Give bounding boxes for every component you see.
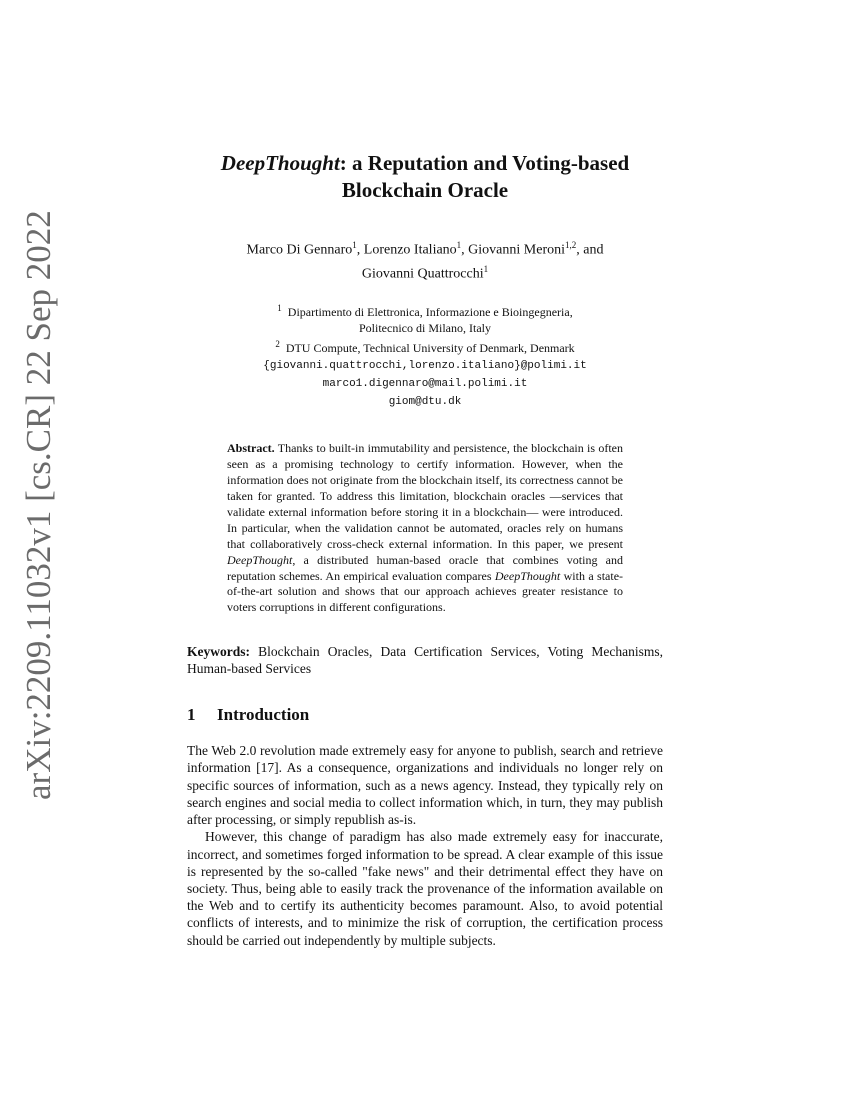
author-name: Giovanni Meroni [468, 242, 565, 258]
title-rest-line1: : a Reputation and Voting-based [339, 151, 630, 175]
affil-mark: 2 [275, 339, 280, 350]
affiliations [187, 300, 663, 410]
abstract-system-name: DeepThought [227, 552, 293, 567]
abstract [227, 441, 623, 616]
paper-title [187, 150, 663, 204]
author-conjunction: and [583, 242, 604, 258]
section-title: Introduction [217, 705, 310, 725]
email-address: marco1.digennaro@mail.polimi.it [322, 378, 528, 391]
author-name: Lorenzo Italiano [363, 242, 457, 258]
body-paragraph: However, this change of paradigm has also made extremely easy for inaccurate, incorrect, and sometimes forged information to be spread. A clear example of this issue is represented by the so-called "fake news" and their detrimental effect they have on society. Thus, being able to easily track the provenance of the information available on the Web and to certify its authenticity becomes paramount. Also, to avoid potential conflicts of interests, and to minimize the risk of corruption, the certification process should be carried out independently by multiple subjects. [187, 829, 663, 948]
abstract-label: Abstract. [227, 441, 275, 456]
author-affil-mark: 1 [483, 263, 489, 274]
abstract-system-name: DeepThought [494, 568, 561, 583]
author-list: Marco Di Gennaro$^1$, Lorenzo Italiano$^1$, Giovanni Meroni$^{1,2}$, and Giovanni Quattrocchi$^1$ [246, 240, 604, 282]
keywords [187, 643, 663, 677]
author-affil-mark: 1 [352, 240, 357, 250]
affil-line: Dipartimento di Elettronica, Informazione e Bioingegneria, [287, 305, 573, 320]
abstract-text: with a state-of-the-art solution and shows that our approach achieves greater resistance to voters corruptions in different configurations. [227, 568, 624, 615]
keywords-label: Keywords: [187, 644, 250, 660]
arxiv-identifier-stamp: arXiv:2209.11032v1 [cs.CR] 22 Sep 2022 [19, 210, 58, 800]
email-address: giom@dtu.dk [388, 396, 462, 409]
paper-page [187, 150, 663, 949]
title-italic-name: DeepThought [220, 151, 340, 175]
author-affil-mark: 1 [456, 240, 462, 250]
keywords-text: Blockchain Oracles, Data Certification Services, Voting Mechanisms, Human-based Services [187, 644, 664, 677]
affil-line: Politecnico di Milano, Italy [359, 321, 491, 336]
author-name: Giovanni Quattrocchi [361, 266, 484, 282]
section-heading [187, 704, 663, 726]
author-affil-mark: 1,2 [565, 240, 577, 250]
abstract-text: Thanks to built-in immutability and persistence, the blockchain is often seen as a promising technology to certify information. However, when the information does not originate from the blockchain itself, its correctness cannot be taken for granted. To address this limitation, blockchain oracles —services that validate external information before storing it in a blockchain— were introduced. In particular, when the validation cannot be automated, oracles rely on humans that collaboratively cross-check external information. In this paper, we present [227, 441, 623, 551]
affil-line: DTU Compute, Technical University of Denmark, Denmark [285, 341, 575, 356]
section-number: 1 [187, 705, 196, 725]
abstract-text: , a distributed human-based oracle that combines voting and reputation schemes. An empirical evaluation compares [227, 552, 623, 583]
email-address: {giovanni.quattrocchi,lorenzo.italiano}@polimi.it [263, 360, 587, 373]
affil-mark: 1 [277, 303, 282, 314]
body-paragraph: The Web 2.0 revolution made extremely easy for anyone to publish, search and retrieve information [17]. As a consequence, organizations and individuals no longer rely on specific sources of information, such as a news agency. Instead, they typically rely on search engines and social media to collect information which, in turn, they may publish after processing, or simply republish as-is. [187, 743, 663, 828]
author-name: Marco Di Gennaro [246, 242, 353, 258]
title-line2: Blockchain Oracle [341, 178, 509, 202]
